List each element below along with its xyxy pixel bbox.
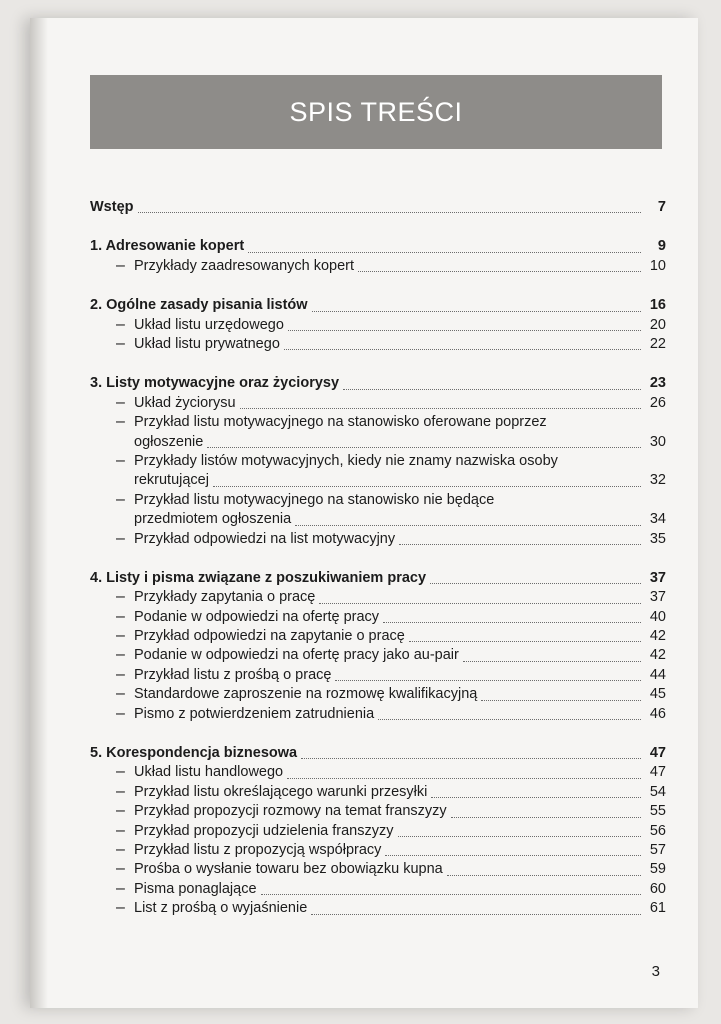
toc-entry-line: Przykład listu motywacyjnego na stanowisko oferowane poprzez: [134, 414, 547, 431]
toc-entry: [90, 705, 666, 724]
toc-entry: [90, 802, 666, 821]
toc-entry-row: [134, 783, 666, 802]
toc-entry-row: [134, 899, 666, 918]
toc-entry-row: [134, 666, 666, 685]
toc-entry-row: [134, 705, 666, 724]
toc-entry: [90, 413, 666, 452]
toc-entry-page: 22: [649, 335, 666, 352]
toc-entry-label: Prośba o wysłanie towaru bez obowiązku kupna: [134, 861, 443, 878]
toc-entry-label: Układ listu handlowego: [134, 764, 284, 781]
dash-bullet: –: [116, 665, 125, 683]
toc-entry-page: 35: [649, 530, 666, 547]
toc-entry-label: List z prośbą o wyjaśnienie: [134, 900, 308, 917]
section-spacer: [90, 549, 666, 569]
toc-entry-label: rekrutującej: [134, 472, 209, 489]
toc-section-heading: [90, 569, 666, 588]
dash-bullet: –: [116, 899, 125, 917]
toc-entry-label: Układ życiorysu: [134, 394, 236, 411]
dash-bullet: –: [116, 821, 125, 839]
toc-entry-row: [134, 335, 666, 354]
toc-entry-page: 32: [649, 472, 666, 489]
toc-entry-row: [134, 880, 666, 899]
dash-bullet: –: [116, 879, 125, 897]
page-gutter-shadow: [30, 18, 48, 1008]
dash-bullet: –: [116, 782, 125, 800]
toc-entry-page: 45: [649, 686, 666, 703]
dash-bullet: –: [116, 840, 125, 858]
section-spacer: [90, 276, 666, 296]
dash-bullet: –: [116, 704, 125, 722]
toc-entry-label: Przykłady zaadresowanych kopert: [134, 257, 355, 274]
dash-bullet: –: [116, 393, 125, 411]
toc-entry-page: 42: [649, 628, 666, 645]
toc-entry-page: 55: [649, 803, 666, 820]
table-of-contents: [90, 198, 666, 919]
toc-entry-page: 37: [649, 589, 666, 606]
dot-leader: [240, 408, 641, 409]
toc-entry-row: [134, 394, 666, 413]
toc-entry-row: [134, 316, 666, 335]
dot-leader: [385, 855, 641, 856]
dot-leader: [409, 641, 641, 642]
dot-leader: [447, 875, 641, 876]
toc-section-page: 9: [657, 238, 666, 255]
toc-entry: [90, 899, 666, 918]
toc-section-heading: [90, 296, 666, 315]
toc-entry-label: Przykład odpowiedzi na list motywacyjny: [134, 530, 396, 547]
dot-leader: [295, 525, 641, 526]
section-spacer: [90, 217, 666, 237]
toc-entry-label: Podanie w odpowiedzi na ofertę pracy jako au-pair: [134, 647, 459, 664]
toc-section-heading: [90, 374, 666, 393]
dash-bullet: –: [116, 607, 125, 625]
toc-entry-row: [134, 257, 666, 276]
dot-leader: [399, 544, 641, 545]
book-page: [30, 18, 698, 1008]
dot-leader: [248, 252, 641, 253]
dash-bullet: –: [116, 588, 125, 606]
dot-leader: [430, 583, 641, 584]
section-spacer: [90, 724, 666, 744]
dot-leader: [358, 271, 641, 272]
toc-entry: [90, 608, 666, 627]
dot-leader: [383, 622, 641, 623]
toc-entry-label: Przykład propozycji rozmowy na temat franszyzy: [134, 803, 447, 820]
toc-entry-row: [134, 471, 666, 490]
dot-leader: [378, 719, 641, 720]
toc-entry-page: 56: [649, 822, 666, 839]
section-spacer: [90, 354, 666, 374]
toc-entry-label: Układ listu prywatnego: [134, 335, 280, 352]
toc-entry-page: 30: [649, 433, 666, 450]
toc-entry: [90, 666, 666, 685]
toc-entry-line: Przykład listu motywacyjnego na stanowisko nie będące: [134, 491, 495, 508]
toc-entry-row: [134, 860, 666, 879]
toc-section-title: 1. Adresowanie kopert: [90, 238, 245, 255]
dot-leader: [343, 389, 641, 390]
toc-entry-label: Przykłady zapytania o pracę: [134, 589, 316, 606]
toc-section-page: 37: [649, 569, 666, 586]
toc-entry: [90, 646, 666, 665]
toc-entry: [90, 452, 666, 491]
toc-entry: [90, 841, 666, 860]
toc-entry: [90, 860, 666, 879]
dash-bullet: –: [116, 627, 125, 645]
toc-intro-label: Wstęp: [90, 198, 134, 215]
toc-entry-row: [134, 841, 666, 860]
dot-leader: [312, 311, 641, 312]
toc-intro-row: [90, 198, 666, 217]
toc-section-heading: [90, 237, 666, 256]
toc-entry-label: Pismo z potwierdzeniem zatrudnienia: [134, 705, 375, 722]
dot-leader: [463, 661, 641, 662]
dot-leader: [398, 836, 642, 837]
toc-entry-page: 44: [649, 666, 666, 683]
dash-bullet: –: [116, 315, 125, 333]
toc-entry-label: Podanie w odpowiedzi na ofertę pracy: [134, 608, 380, 625]
toc-entry-page: 47: [649, 764, 666, 781]
toc-entry-row: [134, 627, 666, 646]
dash-bullet: –: [116, 413, 125, 431]
dot-leader: [138, 212, 642, 213]
dot-leader: [431, 797, 641, 798]
toc-entry-page: 60: [649, 880, 666, 897]
toc-entry: [90, 685, 666, 704]
toc-entry: [90, 588, 666, 607]
toc-entry-page: 40: [649, 608, 666, 625]
toc-entry-label: Pisma ponaglające: [134, 880, 257, 897]
toc-entry-page: 42: [649, 647, 666, 664]
dash-bullet: –: [116, 256, 125, 274]
toc-section-heading: [90, 744, 666, 763]
dot-leader: [207, 447, 641, 448]
toc-entry-page: 59: [649, 861, 666, 878]
toc-entry-page: 20: [649, 316, 666, 333]
dot-leader: [261, 894, 641, 895]
toc-entry-page: 10: [649, 257, 666, 274]
toc-entry-page: 34: [649, 511, 666, 528]
dot-leader: [213, 486, 641, 487]
toc-entry-row: [134, 510, 666, 529]
toc-entry: [90, 316, 666, 335]
toc-entry-row: [134, 685, 666, 704]
dash-bullet: –: [116, 490, 125, 508]
dot-leader: [287, 778, 641, 779]
dash-bullet: –: [116, 451, 125, 469]
toc-entry-page: 26: [649, 394, 666, 411]
toc-entry-row: [134, 588, 666, 607]
toc-intro-page: 7: [657, 198, 666, 215]
dot-leader: [319, 603, 641, 604]
toc-entry: [90, 491, 666, 530]
toc-entry-page: 61: [649, 900, 666, 917]
dash-bullet: –: [116, 860, 125, 878]
dot-leader: [451, 817, 641, 818]
toc-sections: [90, 217, 666, 918]
toc-section-title: 5. Korespondencja biznesowa: [90, 745, 298, 762]
toc-entry-label: Układ listu urzędowego: [134, 316, 284, 333]
toc-entry-label: Standardowe zaproszenie na rozmowę kwalifikacyjną: [134, 686, 478, 703]
dot-leader: [288, 330, 641, 331]
title-banner: [90, 75, 662, 149]
dot-leader: [335, 680, 641, 681]
toc-entry-row: [134, 822, 666, 841]
toc-entry-label: Przykład propozycji udzielenia franszyzy: [134, 822, 394, 839]
dot-leader: [284, 349, 641, 350]
page-number: 3: [651, 963, 660, 980]
toc-entry: [90, 627, 666, 646]
toc-entry-label: Przykład listu z prośbą o pracę: [134, 666, 332, 683]
dash-bullet: –: [116, 334, 125, 352]
toc-section-title: 4. Listy i pisma związane z poszukiwaniem pracy: [90, 569, 427, 586]
dash-bullet: –: [116, 685, 125, 703]
toc-entry: [90, 822, 666, 841]
toc-entry-label: Przykład listu z propozycją współpracy: [134, 841, 382, 858]
toc-entry-row: [134, 802, 666, 821]
toc-entry-page: 57: [649, 841, 666, 858]
toc-entry-line: Przykłady listów motywacyjnych, kiedy nie znamy nazwiska osoby: [134, 452, 558, 469]
toc-section-page: 16: [649, 297, 666, 314]
dash-bullet: –: [116, 529, 125, 547]
toc-entry: [90, 530, 666, 549]
toc-section-title: 3. Listy motywacyjne oraz życiorysy: [90, 375, 340, 392]
toc-entry-row: [134, 763, 666, 782]
toc-entry-page: 54: [649, 783, 666, 800]
toc-entry-row: [134, 646, 666, 665]
dot-leader: [301, 758, 641, 759]
dot-leader: [481, 700, 641, 701]
toc-entry: [90, 257, 666, 276]
toc-entry-row: [134, 530, 666, 549]
toc-entry: [90, 763, 666, 782]
toc-entry-page: 46: [649, 705, 666, 722]
toc-entry: [90, 394, 666, 413]
page-title: SPIS TREŚCI: [289, 96, 463, 127]
dash-bullet: –: [116, 763, 125, 781]
toc-entry: [90, 335, 666, 354]
toc-entry-label: przedmiotem ogłoszenia: [134, 511, 292, 528]
toc-entry-label: Przykład listu określającego warunki przesyłki: [134, 783, 428, 800]
toc-section-title: 2. Ogólne zasady pisania listów: [90, 297, 308, 314]
toc-entry: [90, 880, 666, 899]
toc-entry-label: ogłoszenie: [134, 433, 204, 450]
dot-leader: [311, 914, 641, 915]
toc-entry-row: [134, 608, 666, 627]
toc-entry-label: Przykład odpowiedzi na zapytanie o pracę: [134, 628, 405, 645]
dash-bullet: –: [116, 802, 125, 820]
toc-section-page: 23: [649, 375, 666, 392]
dash-bullet: –: [116, 646, 125, 664]
toc-entry-row: [134, 433, 666, 452]
toc-entry: [90, 783, 666, 802]
toc-section-page: 47: [649, 745, 666, 762]
